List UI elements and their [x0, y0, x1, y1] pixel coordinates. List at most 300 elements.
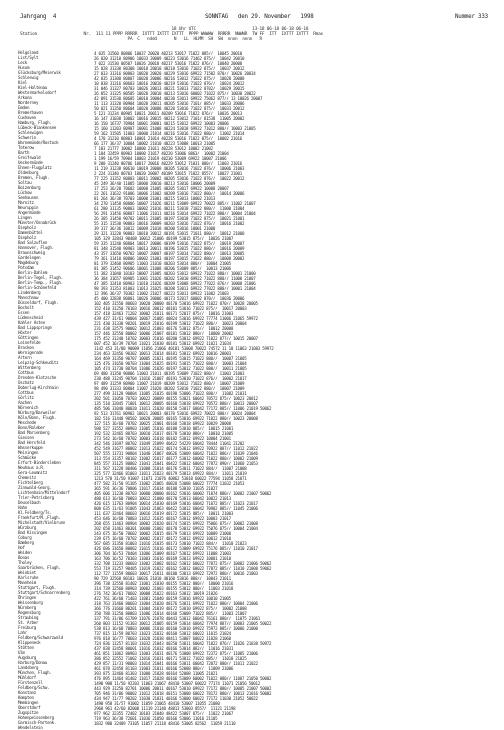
summary-groups: 11030 21052 50022 — [219, 696, 258, 700]
station-name: Angermünde — [18, 210, 41, 215]
summary-groups: 11060 21053 — [233, 461, 258, 465]
observation-groups: 332 708 11233 80603 11002 21002 40162 53012 60022 77872 875// — [94, 561, 234, 565]
summary-groups: 10004 21006 — [233, 601, 258, 605]
observation-groups: 507 555 11731 90804 11040 21067 40626 53009 60042 71022 886// — [94, 451, 234, 455]
summary-groups: 880// 10000 21016 — [192, 581, 234, 585]
observation-groups: 102 405 31550 80603 10020 20000 40170 53016 69922 71022 870// — [94, 301, 234, 305]
station-name: Augsburg — [18, 655, 36, 660]
summary-groups: 11007 21050 50002 — [233, 676, 272, 680]
station-name: Kiel — [18, 80, 27, 85]
station-name: Stötten — [18, 645, 34, 650]
observation-groups: 90 729 32568 80103 10026 21010 40160 53016 — [94, 576, 191, 580]
summary-groups: 11041 21202 — [219, 441, 245, 445]
observation-groups: 192 532 32465 80703 10010 21017 40178 53010 — [94, 431, 193, 435]
observation-groups: 313 554 31357 80102 11002 21017 40177 53012 60002 71022 880// — [94, 456, 234, 460]
station-name: Michelstadt/Vielbrunn — [18, 520, 66, 525]
station-name: Neuhaus a.R. — [18, 465, 45, 470]
observation-groups: 1832 980 32409 73105 11057 21118 48416 53005 — [94, 721, 195, 725]
volume-label: Jahrgang 4 — [20, 14, 57, 20]
summary-groups: 10026 20034 — [230, 71, 256, 75]
summary-groups: 11010 21008 59062 — [233, 566, 272, 570]
station-name: Bonn/Roleber — [18, 425, 45, 430]
observation-groups: 98 393 31353 81003 11013 21025 40208 53013 69922 77022 880// — [94, 286, 231, 290]
observation-groups: 105 329 32843 90408 10012 21006 40199 53015 — [94, 236, 193, 240]
observation-groups: 10 038 31316 80603 10016 20010 40219 53016 — [94, 81, 191, 85]
station-name: Braunschweig — [18, 250, 45, 255]
observation-groups: 27 033 31316 80803 10020 20020 40229 53016 69922 71502 870// — [94, 71, 231, 75]
station-name: Seehausen — [18, 195, 39, 200]
station-name: List/Sylt — [18, 55, 39, 60]
observation-groups: 4 035 31560 80806 10037 20020 40213 53017 — [94, 51, 189, 55]
summary-groups: 7101/ 885// 10033 20006 — [190, 101, 245, 105]
station-name: Düsseldorf, Flugh. — [18, 300, 59, 305]
observation-groups: 202 501 31050 70703 10022 20009 40155 53021 60042 70572 875// — [94, 396, 234, 400]
summary-groups: 71022 8702/ 10029 20015 — [190, 86, 245, 90]
observation-groups: 157 418 32463 71202 10002 21011 40171 52017 — [94, 311, 193, 315]
observation-groups: 268 655 11463 80904 10002 21020 40174 53015 69922 75066 875// — [94, 521, 234, 525]
summary-groups: 10008 20007 — [203, 186, 229, 190]
station-name: Stuttgart/Schnarrenberg — [18, 590, 70, 595]
observation-groups: 976 818 16/77 70603 11028 21038 48411 53007 60022 — [94, 636, 207, 640]
summary-groups: 71022 885// 11010 21025 — [192, 656, 247, 660]
summary-groups: 11021 21034 — [206, 341, 231, 345]
observation-groups: 7 183 21777 10002 10000 21011 40228 53012 — [94, 146, 189, 150]
station-name: Aachen — [18, 400, 32, 405]
summary-groups: 71022 876// 10016 21002 — [190, 221, 245, 225]
summary-groups: 10002 21006 50062 — [233, 561, 272, 565]
observation-groups: 81 385 31452 90606 10001 21008 40206 53009 — [94, 266, 191, 270]
summary-groups: 875// 10026 21007 — [192, 236, 234, 240]
station-name: Fürstenzell — [18, 680, 43, 685]
summary-groups: 875// 10012 20008 — [192, 326, 234, 330]
observation-groups: 318 763 31460 80603 11004 21020 40176 53011 69922 71022 880// — [94, 601, 234, 605]
observation-groups: 277 499 31128 90804 11005 21035 40190 53006 — [94, 391, 193, 395]
observation-groups: 977 962 32355 72402 10103 21040 48422 53007 — [94, 711, 193, 715]
observation-groups: 29 321 31220 90803 10010 20012 40191 53015 — [94, 231, 191, 235]
station-name: Deuselbach — [18, 500, 41, 505]
observation-groups: 42 091 31530 80605 10018 20004 40230 53011 69922 75062 877// — [94, 96, 231, 100]
station-name: Schleswig — [18, 75, 39, 80]
summary-groups: 71022 880// 10007 21009 — [190, 386, 245, 390]
station-name: Bremerhaven — [18, 110, 43, 115]
station-name: Potsdam — [18, 265, 34, 270]
station-name: Kl.Feldberg/Ts. — [18, 510, 52, 515]
observation-groups: 45 249 36/40 11005 10000 20010 40213 53016 — [94, 181, 191, 185]
observation-groups: 452 549 31677 80802 11013 21022 40174 53012 69922 70922 887// — [94, 446, 234, 450]
observation-groups: 164 469 31350 90707 10005 21021 40195 53015 — [94, 356, 193, 360]
station-name: Berlin-Temp., Flugh. — [18, 280, 63, 285]
summary-groups: 11032 21053 — [219, 481, 245, 485]
summary-groups: 880// 11009 21006 — [192, 666, 234, 670]
observation-groups: 125 476 31650 90703 11004 21025 40191 53015 — [94, 361, 193, 365]
observation-groups: 61 280 31135 90803 10002 21016 40211 53018 — [94, 206, 191, 210]
station-name: Giessen — [18, 435, 34, 440]
observation-groups: 538 813 16/60 70803 10006 21018 40160 53010 69922 75972 885// — [94, 626, 234, 630]
observation-groups: 461 870 32458 81103 11003 21011 40166 52008 — [94, 666, 193, 670]
observation-groups: 182 516 31440 90502 10020 20005 40165 53016 69922 71022 880// — [94, 416, 234, 420]
observation-groups: 11 113 31320 80904 10020 20011 40205 53016 — [94, 101, 191, 105]
summary-groups: 11071 21056 50012 — [221, 681, 260, 685]
summary-groups: 11011 21022 — [233, 661, 258, 665]
station-name: Lahr — [18, 630, 27, 635]
station-name: Erfurt-Bindersleben — [18, 460, 61, 465]
station-name: Bremen, Flugh. — [18, 175, 50, 180]
summary-groups: 71022 880// 10016 20009 — [190, 246, 245, 250]
station-name: Garmisch-Partenk. — [18, 720, 57, 725]
station-name: Kahler Asten — [18, 320, 45, 325]
station-name: Hannover, Flugh. — [18, 245, 54, 250]
summary-groups: 10013 20007 — [233, 401, 258, 405]
observation-groups: 366 776 31660 80201 11004 21019 40172 53010 69922 — [94, 606, 207, 610]
summary-groups: 71022 876// 10006 21003 — [190, 166, 245, 170]
station-name: Klippeneck — [18, 640, 41, 645]
station-name: Oldenburg — [18, 170, 39, 175]
summary-groups: 82562 11059 21110 — [194, 721, 236, 725]
summary-groups: 10016 21003 — [233, 571, 258, 575]
summary-groups: 875// 11022 21067 — [192, 711, 234, 715]
observation-groups: 443 929 31250 82701 10006 20011 40167 53010 69922 77172 880// — [94, 686, 234, 690]
station-name: Schmücke — [18, 455, 36, 460]
summary-groups: 11035 21027 — [192, 486, 218, 490]
station-name: Cottbus — [18, 390, 34, 395]
station-name: Helgoland — [18, 50, 39, 55]
summary-groups: 71011 880// 10012 21000 — [190, 231, 245, 235]
summary-groups: 71022 876// 10022 20012 — [190, 176, 245, 180]
summary-groups: 71022 884// 11010 21023 — [192, 541, 247, 545]
observation-groups: 127 515 16/60 70702 10025 21001 40168 53018 69922 — [94, 421, 207, 425]
station-name: Lingen — [18, 215, 32, 220]
summary-groups: 71022 875// 10028 20008 — [190, 76, 245, 80]
summary-groups: 10001 21000 — [190, 226, 216, 230]
summary-groups: 11055 21080 — [194, 701, 220, 705]
observation-groups: 79 361 31410 80806 10002 21003 40197 53015 — [94, 256, 191, 260]
summary-groups: 875// 10016 21003 — [192, 311, 234, 315]
summary-groups: 10006 21000 — [233, 626, 258, 630]
summary-groups: 71022 8557/ 10027 21001 — [188, 171, 243, 175]
summary-groups: 11026 21038 50972 — [233, 641, 272, 645]
station-name: Nörvenich — [18, 405, 39, 410]
observation-groups: 306 704 16/53 70404 11006 21009 40167 53012 69922 — [94, 551, 207, 555]
observation-groups: 429 857 11/31 90003 11014 21041 40166 53011 60042 72072 880// — [94, 661, 234, 665]
station-name: Leipzig-Schkeuditz — [18, 360, 59, 365]
station-name: Köln/Bonn, Flugh. — [18, 415, 57, 420]
observation-groups: 1142 453 31/80 90009 11056 21066 40181 53008 70022 74572 — [94, 346, 222, 350]
station-name: Gera-Leumnitz — [18, 470, 48, 475]
observation-groups: 2960 961 42/60 82008 11119 21140 48813 53003 — [94, 706, 195, 710]
station-name: Mühldorf — [18, 675, 36, 680]
station-name: Bad Kissingen — [18, 530, 48, 535]
station-name: Lüdenscheid — [18, 315, 43, 320]
station-name: Wasserkuppe — [18, 445, 43, 450]
summary-groups: 10015 20007 — [233, 336, 258, 340]
observation-groups: 705 946 31/06 90002 11012 21018 40151 53000 60022 78172 880// — [94, 691, 234, 695]
station-name: Ueckermünde — [18, 160, 43, 165]
station-name: Landsberg — [18, 665, 39, 670]
summary-groups: 11002 21007 — [230, 201, 256, 205]
station-name: Hamburg, Flugh. — [18, 120, 52, 125]
summary-groups: 10001 21010 — [206, 556, 231, 560]
summary-groups: 10004 21001 — [206, 436, 231, 440]
station-name: Meiningen — [18, 450, 39, 455]
observation-groups: 45 400 32838 80801 10026 20006 40173 52017 60002 — [94, 296, 204, 300]
station-name: Harburg/Donau — [18, 660, 48, 665]
summary-groups: 11006 21065 59972 — [219, 316, 258, 320]
summary-groups: 71022 876// 10002 21017 — [192, 376, 247, 380]
observation-groups: 81 379 32460 80905 11003 21010 40203 53014 — [94, 261, 191, 265]
observation-groups: 393 875 32460 81303 11000 21028 40164 52008 — [94, 671, 193, 675]
summary-groups: 71022 880// 10008 20002 — [190, 256, 245, 260]
station-name: Öhringen — [18, 595, 36, 600]
observation-groups: 230 488 31245 90704 11016 21007 40191 53010 — [94, 376, 193, 380]
observation-groups: 607 452 16/39 70704 11021 21030 40181 53012 69922 — [94, 341, 207, 345]
station-name: Weiden — [18, 550, 32, 555]
station-name: Karlsruhe — [18, 575, 39, 580]
station-name: Göttingen — [18, 335, 39, 340]
station-name: Hohenpeissenberg — [18, 715, 54, 720]
observation-groups: 31 046 31327 80703 10026 20013 40221 53013 — [94, 86, 191, 90]
observation-groups: 476 895 11464 81402 11017 21028 40166 53009 60002 71022 880// — [94, 676, 234, 680]
summary-groups: 10001 21004 — [230, 286, 256, 290]
station-name: Bad Lippspringe — [18, 325, 52, 330]
summary-groups: 10023 20008 — [233, 416, 258, 420]
station-name: München, Flugh. — [18, 670, 52, 675]
observation-groups: 51 382 31040 10103 10007 21005 40203 53012 69922 71022 880// — [94, 271, 231, 275]
observation-groups: 567 685 31350 81003 11016 21035 40173 53010 — [94, 541, 193, 545]
summary-groups: 7101/ 81538 11005 20002 — [190, 116, 245, 120]
summary-groups: 11 10 11063 21083 59972 — [221, 346, 274, 350]
observation-groups: 422 761 36/60 71403 11001 21040 40159 53016 69922 — [94, 596, 207, 600]
observation-groups: 7 022 31530 00507 10026 20018 40217 53016 — [94, 61, 189, 65]
observation-groups: 77 225 31352 80803 10011 20002 40205 53016 — [94, 176, 191, 180]
observation-groups: 337 791 31/06 61709 11076 21078 40443 53012 60042 — [94, 616, 207, 620]
observation-groups: 311 567 31228 80406 11008 21014 40176 53011 — [94, 466, 193, 470]
station-name: Magdeburg — [18, 260, 39, 265]
summary-groups: 76161 880// 11075 21061 — [206, 616, 260, 620]
issue-number: Nummer 333 — [455, 14, 488, 20]
summary-groups: 71022 875// 10037 20012 — [190, 66, 245, 70]
summary-groups: 71022 875// 10019 20007 — [190, 241, 245, 245]
station-name: Feldberg/Schw. — [18, 685, 50, 690]
station-name: Boizenburg — [18, 185, 41, 190]
summary-groups: 885// 10015 21001 — [192, 426, 234, 430]
observation-groups: 1 199 16/59 70904 10003 21019 40230 53009 69922 — [94, 156, 202, 160]
station-name: Berlin-Dahlem — [18, 270, 48, 275]
observation-groups: 26 052 31325 80505 10020 20010 40213 53016 60002 71022 875// — [94, 91, 231, 95]
station-name: Wittenberg — [18, 365, 41, 370]
station-name: Oschatz — [18, 380, 34, 385]
station-name: Lindenberg — [18, 290, 41, 295]
station-name: Berlin-Tegel, Flugh. — [18, 275, 63, 280]
station-name: Greifswald — [18, 155, 41, 160]
station-name: Wendelstein — [18, 725, 43, 730]
station-name: Damenbüttel — [18, 230, 43, 235]
station-name: Berlin-Schönefeld — [18, 285, 57, 290]
station-name: St. Arber — [18, 620, 39, 625]
summary-groups: 10024 20004 — [230, 411, 256, 415]
station-name: Bad Marienberg — [18, 430, 50, 435]
observation-groups: 434 947 11/77 90202 11030 21031 40166 53000 60022 77172 — [94, 696, 220, 700]
summary-groups: 71022 880// 11003 21003 — [190, 371, 245, 375]
summary-groups: 10013 21005 — [190, 141, 216, 145]
summary-groups: 880// 10008 20002 — [192, 331, 234, 335]
station-name: Weissenburg — [18, 600, 43, 605]
summary-groups: 71022 885// 10045 20010 — [188, 51, 243, 55]
station-name: Münster/Osnabrück — [18, 220, 57, 225]
observation-groups: 1490 908 11/50 92203 11063 21067 48410 53007 60022 77174 — [94, 681, 222, 685]
observation-groups: 81 348 31540 90903 10013 20011 40196 53015 — [94, 246, 191, 250]
summary-groups: 71022 880// 10011 21005 — [192, 366, 247, 370]
observation-groups: 26 020 31210 80906 10033 20009 40223 53016 — [94, 56, 191, 60]
observation-groups: 47 385 32410 80903 11010 21026 40209 53008 69922 77022 876// — [94, 281, 231, 285]
observation-groups: 477 582 31/50 91305 11002 21065 40828 53008 60022 77774 — [94, 481, 220, 485]
summary-groups: 880// 10004 21005 — [190, 261, 231, 265]
summary-groups: 10022 21013 — [206, 496, 231, 500]
observation-groups: 175 452 31240 10702 10003 21016 40200 53012 69922 71022 877// — [94, 336, 234, 340]
summary-groups: 71022 880// 10003 21004 — [192, 361, 247, 365]
observation-groups: 276 742 36/61 70602 10008 21022 40163 53012 — [94, 591, 193, 595]
column-header-line-2: Station Nr. 111 11 PPPP RRRRR IXTTT IXTTT IXTTT PPPP WWWWW RRRRR NWWWR TW FF ITT IXTTT IXTTT Rmax — [20, 32, 323, 37]
observation-groups: 26 305 31450 90702 10011 21005 40197 53018 — [94, 216, 191, 220]
observation-groups: 426 615 11763 80904 10014 21030 40169 53016 60042 71072 885// — [94, 501, 234, 505]
station-name: Bad Hersfeld — [18, 440, 45, 445]
summary-groups: 875// 10002 21008 — [206, 606, 247, 610]
station-name: Görlitz — [18, 395, 34, 400]
station-name: Cottbus — [18, 370, 34, 375]
observation-groups: 163 706 16/52 70303 11003 21016 40169 53013 69922 — [94, 556, 207, 560]
station-name: Glücksburg/Meierwik — [18, 70, 61, 75]
observation-groups: 152 410 31250 70103 10016 20012 40181 53016 — [94, 306, 193, 310]
observation-groups: 845 557 31125 80802 11041 21041 40422 53012 60042 77872 890// — [94, 461, 234, 465]
summary-groups: 71022 880// 10014 20006 — [190, 191, 245, 195]
station-name: Husum — [18, 65, 30, 70]
station-name: Oberstdorf — [18, 705, 41, 710]
summary-groups: 10030 20022 — [230, 91, 256, 95]
observation-groups: 111 637 32464 80603 10016 21019 40172 53015 — [94, 511, 193, 515]
observation-groups: 55 315 31530 90803 10016 20009 40203 53016 — [94, 221, 191, 225]
observation-groups: 112 727 11559 80603 10017 21011 40180 53013 69922 72972 880// — [94, 571, 234, 575]
summary-groups: 71022 880// 11002 21014 — [190, 131, 245, 135]
observation-groups: 69 480 31350 90806 11003 21011 40195 53009 — [94, 371, 191, 375]
station-name: Freiburg — [18, 625, 36, 630]
observation-groups: 325 577 32466 81003 11011 21023 40179 53013 69922 — [94, 471, 207, 475]
summary-groups: 10001 21000 — [230, 271, 256, 275]
summary-groups: 10005 21007 50002 — [233, 686, 272, 690]
summary-groups: 10002 21002 — [188, 146, 213, 150]
observation-groups: 56 291 31456 80807 11006 21011 40216 53014 69922 71022 880// — [94, 211, 231, 215]
station-name: Memmingen — [18, 700, 39, 705]
summary-groups: 880// 10010 21005 — [192, 431, 234, 435]
summary-groups: 11000 21007 — [230, 276, 256, 280]
summary-groups: 885// 10011 21003 — [192, 511, 234, 515]
summary-groups: 11045 21006 — [233, 506, 258, 510]
column-header-line-1: 18 Uhr UTC 13-18 06-18 06-18 06-18 — [20, 27, 309, 32]
station-name: Ulm — [18, 650, 25, 655]
observation-groups: 453 646 16/60 70803 11012 21035 40167 53012 69922 — [94, 516, 207, 520]
station-name: Leck — [18, 60, 27, 65]
station-name: Norderney — [18, 100, 39, 105]
station-name: Würzburg — [18, 525, 36, 530]
observation-groups: 365 591 36/36 70806 11017 21034 40188 53010 — [94, 486, 193, 490]
observation-groups: 97 489 31259 80900 11007 21019 40209 53012 — [94, 381, 191, 385]
observation-groups: 15 028 31330 80308 10018 20010 40218 53016 — [94, 66, 191, 70]
observation-groups — [94, 726, 96, 730]
observation-groups: 239 675 16/60 70702 10002 21017 40172 53012 69922 — [94, 536, 207, 540]
station-name: Regensburg — [18, 610, 41, 615]
station-name: Barth — [18, 150, 30, 155]
observation-groups: 314 739 32560 80903 10002 21003 40155 53012 — [94, 586, 193, 590]
station-name: Coburg — [18, 535, 32, 540]
station-name: Diepholz — [18, 225, 36, 230]
observation-groups: 105 474 31730 80704 11006 21026 40197 53012 — [94, 366, 193, 370]
station-name: Konstanz — [18, 690, 36, 695]
summary-groups: 71022 880// 10007 21005 — [192, 356, 247, 360]
observation-groups: 439 427 31/61 90004 10067 21005 40824 53016 69922 77774 — [94, 316, 220, 320]
station-name: Trier-Petrisberg — [18, 495, 54, 500]
observation-groups: 15 160 11203 80907 10001 21008 40224 53018 69922 71012 880// — [94, 126, 231, 130]
station-name: Neuruppin — [18, 205, 39, 210]
summary-groups: 10003 21005 50022 — [233, 621, 272, 625]
summary-groups: 10013 21016 50002 — [233, 691, 272, 695]
summary-groups: 10016 20003 — [206, 351, 231, 355]
summary-groups: 71022 880// 10023 20004 — [192, 321, 247, 325]
summary-groups: 71022 884// 11007 21008 — [192, 466, 247, 470]
observation-groups: 16 147 31038 10002 10016 20015 40212 53012 — [94, 116, 191, 120]
station-name: Chemnitz — [18, 475, 36, 480]
station-name: Lüchow — [18, 190, 32, 195]
summary-groups: 11005 21006 — [233, 651, 258, 655]
station-name: Stuttgart, Flugh. — [18, 585, 57, 590]
observation-groups: 81 264 36/38 70703 10000 21001 40215 53013 — [94, 196, 191, 200]
observation-groups: 553 719 31257 90405 11019 21022 40162 53012 60022 77872 885// — [94, 566, 234, 570]
summary-groups: 11005 21021 — [192, 671, 218, 675]
station-table — [18, 50, 502, 730]
summary-groups: 71022 875// 10033 20012 — [190, 106, 245, 110]
summary-groups: 71022 875// 10021 21001 — [190, 216, 245, 220]
station-name: Straubing — [18, 615, 39, 620]
summary-groups: 71022 880// 11000 21004 — [190, 206, 245, 210]
station-name: Zinnwald-Georg. — [18, 485, 52, 490]
station-name: Brocken — [18, 345, 34, 350]
observation-groups: 350 788 31250 80803 11006 21014 40168 53009 — [94, 611, 193, 615]
observation-groups: 485 506 31040 80020 11011 21020 40158 53017 60042 77172 885// — [94, 406, 234, 410]
observation-groups: 92 513 31761 80902 10021 20003 40170 53016 69922 70022 880// — [94, 411, 231, 415]
summary-groups: 8557/ 11121 21198 — [194, 706, 236, 710]
summary-groups: 11008 21003 — [206, 551, 231, 555]
summary-groups: 71022 875// 10002 21016 — [188, 136, 243, 140]
summary-groups: 885// 10013 21006 — [190, 266, 231, 270]
page-title: SONNTAG den 29. November 1998 — [205, 14, 314, 20]
station-name: Tholey — [18, 560, 32, 565]
observation-groups: 231 438 32575 90002 10012 21003 40176 53012 — [94, 326, 193, 330]
station-name: Höxter — [18, 330, 32, 335]
station-name: Cuxhaven — [18, 115, 36, 120]
station-name: Emden — [18, 105, 30, 110]
station-name: Ehnen-Flugplatz — [18, 165, 52, 170]
station-name: Arkona — [18, 95, 32, 100]
station-name: Leinefelde — [18, 340, 41, 345]
observation-groups: 42 035 31308 80807 10020 20006 40216 53012 — [94, 76, 191, 80]
summary-groups: 11006 21019 50062 — [233, 406, 272, 410]
summary-groups: 71022 880// 11002 21031 — [192, 391, 247, 395]
summary-groups: 884// 11011 21019 — [206, 471, 247, 475]
summary-groups: 10002 21008 — [233, 521, 258, 525]
station-name: Frankfurt/M.,Flugh. — [18, 515, 61, 520]
station-name: Diepholz — [18, 235, 36, 240]
summary-groups: 10002 21007 50062 — [233, 491, 272, 495]
summary-groups: 10008 21006 — [230, 281, 256, 285]
station-name: Bonas — [18, 555, 30, 560]
observation-groups: 426 686 31650 80802 11015 21016 40172 53009 69922 75176 885// — [94, 546, 234, 550]
